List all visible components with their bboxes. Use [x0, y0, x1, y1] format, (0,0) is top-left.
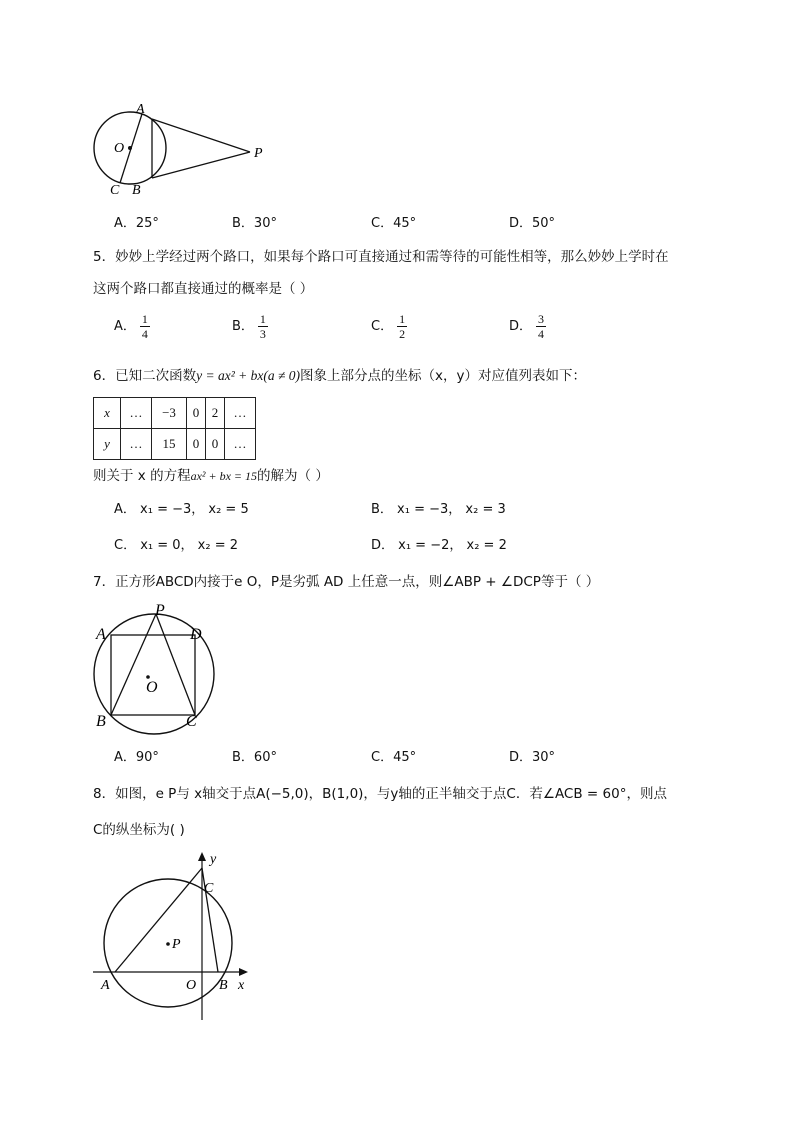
- q8-label-p: P: [172, 937, 181, 952]
- q5-option-a: [114, 313, 150, 340]
- x-axis-arrow: [239, 968, 248, 976]
- q5-option-a-fraction: $\frac{1}{4}$: [141, 312, 148, 341]
- q8-segment-ac: [115, 868, 202, 972]
- q5-option-d: [509, 313, 546, 340]
- table-cell: 2: [206, 398, 225, 429]
- q4-label-o: O: [114, 141, 125, 156]
- q4-option-a: A．25°: [114, 216, 159, 231]
- q6-stem-post: 图象上部分点的坐标（x，y）对应值列表如下：: [300, 368, 586, 384]
- q5-stem-line1: 5．妙妙上学经过两个路口，如果每个路口可直接通过和需等待的可能性相等，那么妙妙上学时在: [93, 249, 669, 265]
- q4-center-dot: [128, 146, 132, 150]
- q4-tangent-pa: [152, 119, 250, 152]
- q4-label-c: C: [110, 183, 120, 198]
- q7-option-a: A．90°: [114, 750, 159, 765]
- q6-option-a: A． x₁ = −3， x₂ = 5: [114, 502, 249, 517]
- q5-option-b-fraction: $\frac{1}{3}$: [259, 312, 266, 341]
- q7-stem: 7．正方形ABCD内接于e O，P是劣弧 AD 上任意一点，则∠ABP + ∠DCP等于（ ）: [93, 574, 600, 590]
- q8-stem-line1: 8．如图，e P与 x轴交于点A(−5,0)，B(1,0)，与y轴的正半轴交于点C．若∠ACB = 60°，则点: [93, 786, 667, 802]
- q8-label-y: y: [210, 852, 217, 867]
- table-cell: 0: [206, 429, 225, 460]
- q5-option-b-letter: B．: [232, 319, 254, 334]
- table-row: [94, 398, 256, 429]
- q7-option-c: C．45°: [371, 750, 417, 765]
- q4-label-a: A: [136, 102, 145, 117]
- q4-label-p: P: [254, 146, 263, 161]
- q7-option-d: D．30°: [509, 750, 556, 765]
- q5-option-a-letter: A．: [114, 319, 136, 334]
- q4-option-b: B．30°: [232, 216, 277, 231]
- q7-label-a: A: [96, 626, 106, 643]
- q7-label-o: O: [146, 679, 158, 696]
- q7-figure: [88, 598, 218, 738]
- q7-label-c: C: [186, 713, 197, 730]
- q6-option-d: D． x₁ = −2， x₂ = 2: [371, 538, 507, 553]
- q5-option-c-letter: C．: [371, 319, 394, 334]
- q6-option-c: C． x₁ = 0， x₂ = 2: [114, 538, 239, 553]
- q5-stem-line2: 这两个路口都直接通过的概率是（ ）: [93, 281, 314, 297]
- q6-stem-pre: 6．已知二次函数: [93, 368, 197, 384]
- q8-label-c: C: [204, 881, 214, 896]
- table-cell: y: [94, 429, 121, 460]
- q5-option-c-fraction: $\frac{1}{2}$: [399, 312, 406, 341]
- q7-label-d: D: [190, 626, 202, 643]
- q7-option-b: B．60°: [232, 750, 277, 765]
- q7-segment-bp: [111, 614, 156, 715]
- q5-option-b: [232, 313, 268, 340]
- q8-stem-line2: C的纵坐标为( ): [93, 822, 185, 838]
- table-cell: 15: [152, 429, 187, 460]
- q8-figure: [88, 848, 258, 1023]
- q6-line2-post: 的解为（ ）: [257, 468, 329, 484]
- q4-option-c: C．45°: [371, 216, 417, 231]
- q4-label-b: B: [132, 183, 141, 198]
- q6-stem: [93, 364, 586, 384]
- q6-option-b: B． x₁ = −3， x₂ = 3: [371, 502, 506, 517]
- table-cell: 0: [187, 398, 206, 429]
- q8-center-dot: [166, 942, 170, 946]
- table-cell: …: [225, 429, 256, 460]
- q6-line2-pre: 则关于 x 的方程: [93, 468, 191, 484]
- q5-option-c: [371, 313, 407, 340]
- q5-option-d-fraction: $\frac{3}{4}$: [538, 312, 545, 341]
- y-axis-arrow: [198, 852, 206, 861]
- q6-value-table: [93, 397, 256, 460]
- q4-figure: [88, 100, 278, 200]
- q7-label-b: B: [96, 713, 106, 730]
- table-row: [94, 429, 256, 460]
- table-cell: …: [225, 398, 256, 429]
- q8-label-a: A: [101, 978, 110, 993]
- table-cell: 0: [187, 429, 206, 460]
- table-cell: −3: [152, 398, 187, 429]
- q4-tangent-pb: [152, 152, 250, 178]
- q6-line2-formula: ax² + bx = 15: [190, 469, 258, 483]
- q6-stem-formula: y = ax² + bx(a ≠ 0): [196, 368, 300, 383]
- q8-label-x: x: [238, 978, 245, 993]
- q4-option-d: D．50°: [509, 216, 556, 231]
- table-cell: x: [94, 398, 121, 429]
- table-cell: …: [121, 429, 152, 460]
- q7-label-p: P: [155, 602, 165, 619]
- table-cell: …: [121, 398, 152, 429]
- q7-square: [111, 635, 195, 715]
- q5-option-d-letter: D．: [509, 319, 533, 334]
- q6-line2: [93, 464, 329, 484]
- q8-label-b: B: [219, 978, 228, 993]
- q8-label-o: O: [186, 978, 197, 993]
